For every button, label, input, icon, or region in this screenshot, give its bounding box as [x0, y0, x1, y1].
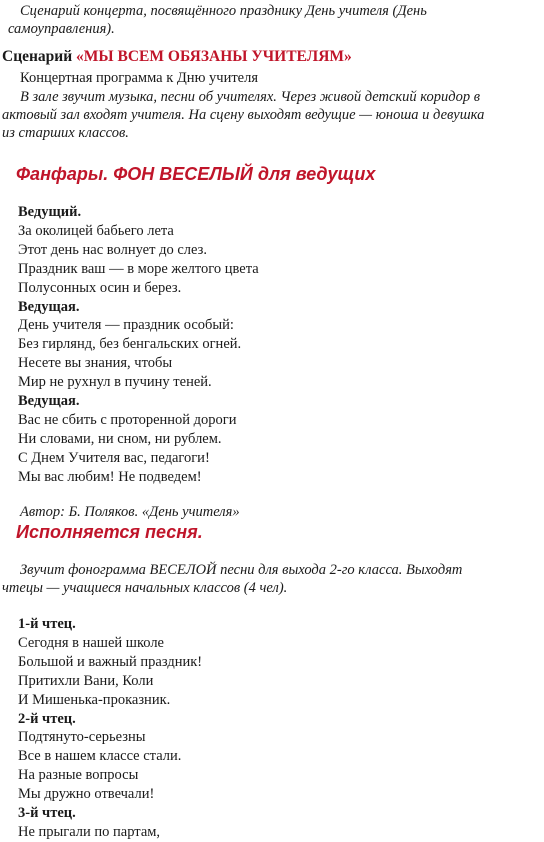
poem-line: Мы дружно отвечали!: [18, 786, 155, 803]
poem-line: Полусонных осин и берез.: [18, 279, 182, 296]
poem-line: Праздник ваш — в море желтого цвета: [18, 260, 259, 277]
intro-line-1: В зале звучит музыка, песни об учителях. Через живой детский коридор в: [20, 89, 481, 105]
poem-line: Без гирлянд, без бенгальских огней.: [18, 336, 242, 353]
poem-line: Подтянуто-серьезны: [18, 729, 146, 746]
poem-line: Большой и важный праздник!: [18, 653, 203, 670]
poem-line: Не прыгали по партам,: [18, 823, 161, 840]
song-heading: Исполняется песня.: [16, 522, 203, 542]
scenario-title: [2, 48, 352, 66]
speaker-label: 3-й чтец.: [18, 805, 76, 821]
poem-line: Вас не сбить с проторенной дороги: [18, 411, 237, 428]
speaker-label: Ведущая.: [18, 393, 80, 409]
speaker-label: Ведущая.: [18, 298, 80, 315]
poem-line: Притихли Вани, Коли: [18, 672, 154, 689]
intro-line-2: актовый зал входят учителя. На сцену выходят ведущие — юноша и девушка: [2, 107, 485, 123]
poem-line: Ни словами, ни сном, ни рублем.: [18, 430, 222, 447]
intro-line-3: из старших классов.: [2, 125, 129, 141]
fanfare-heading: Фанфары. ФОН ВЕСЕЛЫЙ для ведущих: [16, 164, 376, 184]
scenario-subtitle: Концертная программа к Дню учителя: [20, 70, 259, 86]
phonogram-line-1: Звучит фонограмма ВЕСЕЛОЙ песни для выхода 2-го класса. Выходят: [20, 562, 463, 578]
phonogram-line-2: чтецы — учащиеся начальных классов (4 чел).: [2, 580, 288, 596]
speaker-label: 1-й чтец.: [18, 616, 76, 632]
poem-line: Мир не рухнул в пучину теней.: [18, 374, 212, 391]
poem-line: Несете вы знания, чтобы: [18, 355, 173, 372]
author-line: Автор: Б. Поляков. «День учителя»: [20, 504, 240, 520]
poem-line: Этот день нас волнует до слез.: [18, 241, 207, 258]
poem-line: Сегодня в нашей школе: [18, 634, 164, 651]
poem-line: И Мишенька-проказник.: [18, 691, 171, 708]
poem-line: С Днем Учителя вас, педагоги!: [18, 449, 210, 466]
poem-line: День учителя — праздник особый:: [18, 317, 234, 334]
poem-line: На разные вопросы: [18, 767, 139, 784]
scenario-name: «МЫ ВСЕМ ОБЯЗАНЫ УЧИТЕЛЯМ»: [76, 48, 352, 65]
header-line-2: самоуправления).: [8, 21, 115, 37]
header-line-1: Сценарий концерта, посвящённого празднику День учителя (День: [20, 3, 427, 19]
poem-line: За околицей бабьего лета: [18, 222, 174, 239]
speaker-label: 2-й чтец.: [18, 710, 76, 727]
poem-line: Все в нашем классе стали.: [18, 748, 182, 765]
poem-line: Мы вас любим! Не подведем!: [18, 468, 202, 485]
speaker-label: Ведущий.: [18, 204, 82, 220]
scenario-prefix: Сценарий: [2, 48, 77, 65]
